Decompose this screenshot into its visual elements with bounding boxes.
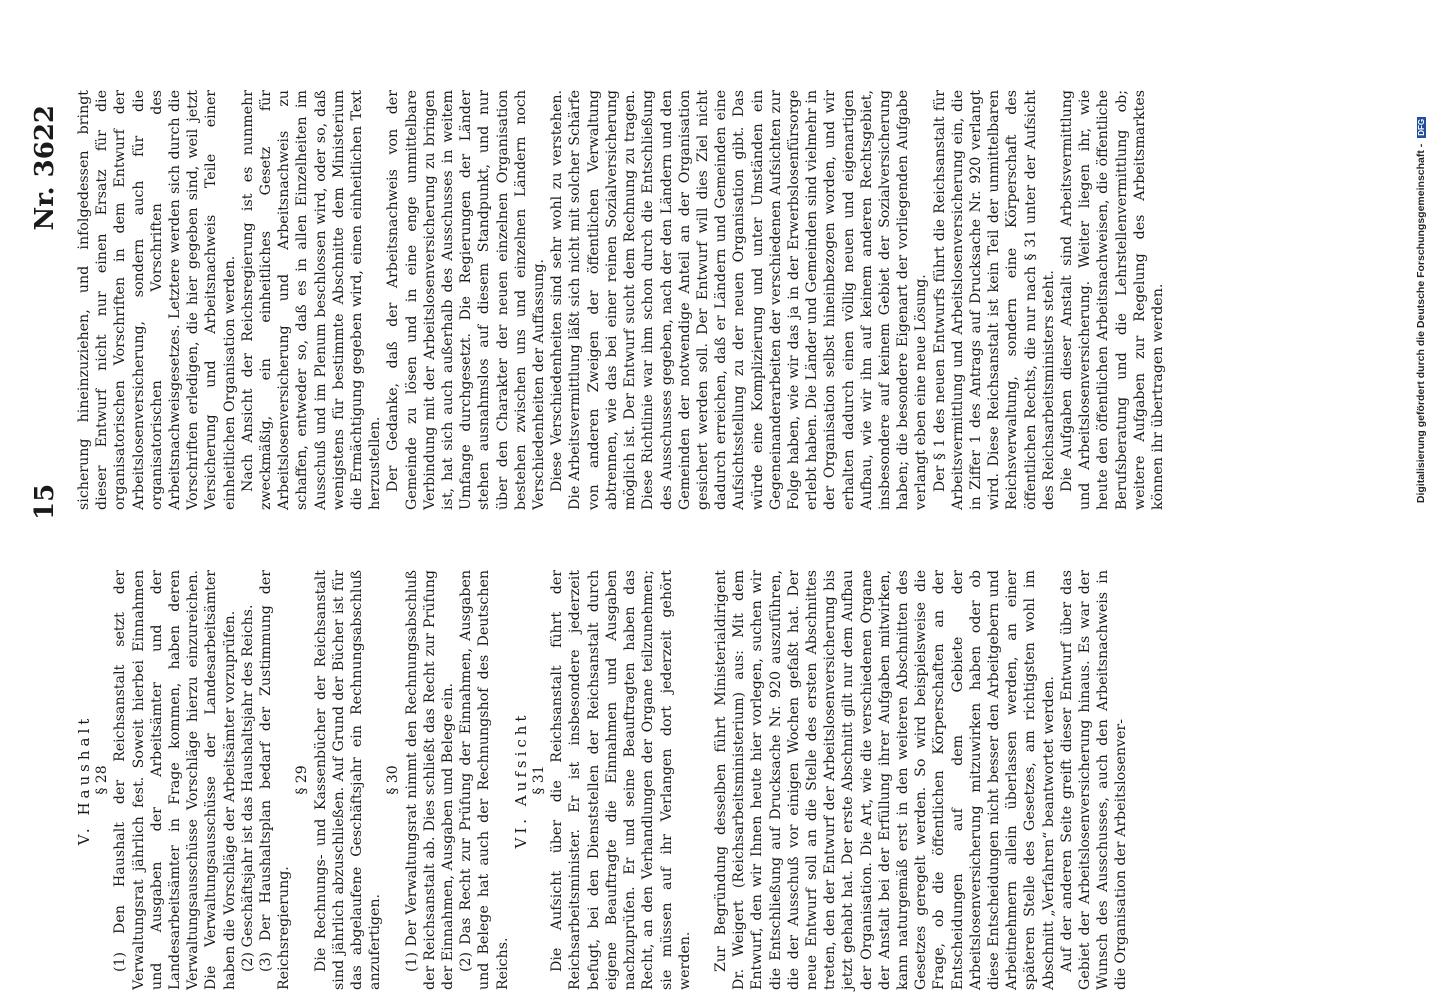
page-header xyxy=(12,0,72,1000)
page-number: 15 xyxy=(30,483,60,520)
document-number: Nr. 3622 xyxy=(30,105,60,231)
credit-text: Digitalisierung gefördert durch die Deutsche Forschungsgemeinschaft - xyxy=(1415,143,1427,504)
paragraph-30-heading: § 30 xyxy=(385,765,402,795)
right-text-4: Diese Verschiedenheiten sind sehr wohl zu verstehen. Die Arbeitsvermittlung läßt sich nicht mit solcher Schärfe von anderen Zweigen der öffentlichen Verwaltung abtrennen, wie das bei einer reinen Sozialversicherung möglich ist. Der Entwurf sucht dem Rechnung zu tragen. Diese Richtlinie war ihm schon durch die Entschließung des Ausschusses gegeben, nach der den Ländern und den Gemeinden der notwendige Anteil an der Organisation gesichert werden soll. Der Entwurf will dies Ziel nicht dadurch erreichen, daß er Ländern und Gemeinden eine Aufsichtsstellung zu der neuen Organisation gibt. Das würde eine Komplizierung und unter Umständen ein Gegeneinanderarbeiten der verschiedenen Aufsichten zur Folge haben, wie wir das ja in der Erwerbslosenfürsorge erlebt haben. Die Länder und Gemeinden sind vielmehr in der Organisation selbst hineinbezogen worden, und wir erhalten dadurch einen völlig neuen und eigenartigen Aufbau, wie wir ihn auf keinem anderen Rechtsgebiet, insbesondere auf keinem Gebiet der Sozialversicherung haben; die besondere Eigenart der vorliegenden Aufgabe verlangt eben eine neue Lösung. xyxy=(549,90,930,510)
section-heading-vi: VI. Aufsicht xyxy=(511,711,530,849)
paragraph-30-text-1: (1) Der Verwaltungsrat nimmt den Rechnungsabschluß der Reichsanstalt ab. Dies schließt das Recht zur Prüfung der Einnahmen, Ausgaben und Belege ein. xyxy=(403,570,457,990)
dfg-logo: DFG xyxy=(1417,118,1426,136)
right-text-6: Die Aufgaben dieser Anstalt sind Arbeitsvermittlung und Arbeitslosenversicherung. Weiter liegen ihr, wie heute den öffentlichen Arbeitsnachweisen, die öffentliche Berufsberatung und die Lehrstellenvermittlung ob; weitere Aufgaben zur Regelung des Arbeitsmarktes können ihr übertragen werden. xyxy=(1058,90,1166,510)
right-text-3: Der Gedanke, daß der Arbeitsnachweis von der Gemeinde zu lösen und in eine enge unmittelbare Verbindung mit der Arbeitslosenversicherung zu bringen ist, hat sich auch außerhalb des Ausschusses in weitem Umfange durchgesetzt. Die Regierungen der Länder stehen ausnahmslos auf diesem Standpunkt, und nur über den Charakter der neuen einzelnen Organisation bestehen zwischen uns und einzelnen Ländern noch Verschiedenheiten der Auffassung. xyxy=(385,90,548,510)
paragraph-28-text-1: (1) Den Haushalt der Reichsanstalt setzt der Verwaltungsrat jährlich fest. Soweit hierbei Einnahmen und Ausgaben der Arbeitsämter und der Landesarbeitsämter in Frage kommen, haben deren Verwaltungsausschüsse Vorschläge hierzu einzureichen. Die Verwaltungsausschüsse der Landesarbeitsämter haben die Vorschläge der Arbeitsämter vorzuprüfen. xyxy=(112,570,238,990)
paragraph-28-text-2: (2) Geschäftsjahr ist das Haushaltsjahr des Reichs. xyxy=(239,604,256,972)
paragraph-31-text: Die Aufsicht über die Reichsanstalt führt der Reichsarbeitsminister. Er ist insbesondere jederzeit befugt, bei den Dienststellen der Reichsanstalt durch eigene Beauftragte die Einnahmen und Ausgaben nachzuprüfen. Er und seine Beauftragten haben das Recht, an den Verhandlungen der Organe teilzunehmen; sie müssen auf ihr Verlangen dort jederzeit gehört werden. xyxy=(549,570,693,990)
right-text-1: sicherung hineinzuziehen, und infolgedessen bringt dieser Entwurf nicht nur einen Ersatz für die organisatorischen Vorschriften in dem Entwurf der Arbeitslosenversicherung, sondern auch für die organisatorischen Vorschriften des Arbeitsnachweisgesetzes. Letztere werden sich durch die Vorschriften erledigen, die hier gegeben sind, weil jetzt Versicherung und Arbeitsnachweis Teile einer einheitlichen Organisation werden. xyxy=(76,90,238,510)
digitization-credit xyxy=(1410,10,1432,610)
paragraph-28-text-3: (3) Der Haushaltsplan bedarf der Zustimmung der Reichsregierung. xyxy=(258,570,293,990)
right-text-5: Der § 1 des neuen Entwurfs führt die Reichsanstalt für Arbeitsvermittlung und Arbeitslosenversicherung ein, die in Ziffer 1 des Antrags auf Drucksache Nr. 920 verlangt wird. Diese Reichsanstalt ist kein Teil der unmittelbaren Reichsverwaltung, sondern eine Körperschaft des öffentlichen Rechts, die nur nach § 31 unter der Aufsicht des Reichsarbeitsministers steht. xyxy=(931,90,1057,510)
right-text-2: Nach Ansicht der Reichsregierung ist es nunmehr zweckmäßig, ein einheitliches Gesetz für Arbeitslosenversicherung und Arbeitsnachweis zu schaffen, entweder so, daß es in allen Einzelheiten im Ausschuß und im Plenum beschlossen wird, oder so, daß wenigstens für bestimmte Abschnitte dem Ministerium die Ermächtigung gegeben wird, einen einheitlichen Text herzustellen. xyxy=(239,90,384,510)
paragraph-30-text-2: (2) Das Recht zur Prüfung der Einnahmen, Ausgaben und Belege hat auch der Rechnungshof des Deutschen Reichs. xyxy=(458,570,511,990)
paragraph-29-text: Die Rechnungs- und Kassenbücher der Reichsanstalt sind jährlich abzuschließen. Auf Grund der Bücher ist für das abgelaufene Geschäftsjahr ein Rechnungsabschluß anzufertigen. xyxy=(312,570,384,990)
paragraph-31-heading: § 31 xyxy=(531,765,548,795)
begruendung-text-2: Auf der anderen Seite greift dieser Entwurf über das Gebiet der Arbeitslosenversicherung hinaus. Es war der Wunsch des Ausschusses, auch den Arbeitsnachweis in die Organisation der Arbeitslosenver- xyxy=(1058,570,1130,990)
left-column xyxy=(75,570,1131,990)
paragraph-29-heading: § 29 xyxy=(294,765,311,795)
begruendung-text-1: Zur Begründung desselben führt Ministerialdirigent Dr. Weigert (Reichsarbeitsministerium) aus: Mit dem Entwurf, den wir Ihnen heute hier vorlegen, suchen wir die Entschließung auf Drucksache Nr. 920 auszuführen, die der Ausschuß vor einigen Wochen gefaßt hat. Der neue Entwurf soll an die Stelle des ersten Abschnittes treten, den der Entwurf der Arbeitslosenversicherung bis jetzt gehabt hat. Der erste Abschnitt gilt nur dem Aufbau der Organisation. Die Art, wie die verschiedenen Organe der Anstalt bei der Erfüllung ihrer Aufgaben mitwirken, kann naturgemäß erst in den weiteren Abschnitten des Gesetzes geregelt werden. So wird beispielsweise die Frage, ob die öffentlichen Körperschaften an der Entscheidungen auf dem Gebiete der Arbeitslosenversicherung mitzuwirken haben oder ob diese Entscheidungen nicht besser den Arbeitgebern und Arbeitnehmern allein überlassen werden, an einer späteren Stelle des Gesetzes, am richtigsten wohl im Abschnitt „Verfahren“ beantwortet werden. xyxy=(712,570,1057,990)
paragraph-28-heading: § 28 xyxy=(94,765,111,795)
section-heading-v: V. Haushalt xyxy=(75,714,93,846)
right-column xyxy=(75,90,1167,510)
